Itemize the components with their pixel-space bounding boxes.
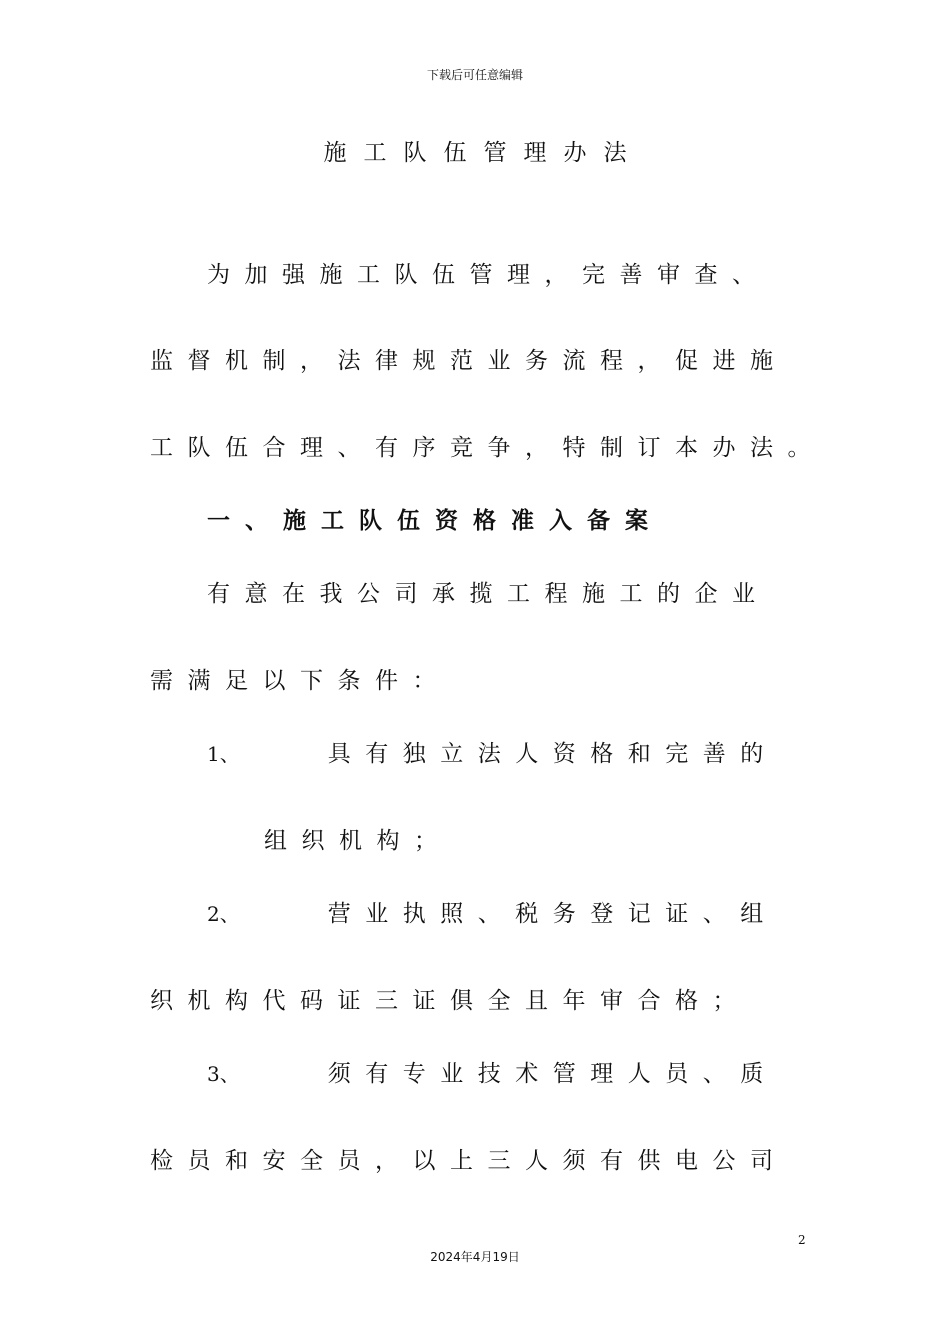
list-item-3 bbox=[207, 1058, 887, 1090]
footer-date: 2024年4月19日 bbox=[430, 1250, 520, 1264]
page-number: 2 bbox=[798, 1233, 806, 1247]
list-item-3-continuation: 检员和安全员，以上三人须有供电公司 bbox=[150, 1148, 788, 1174]
paragraph-line-3: 工队伍合理、有序竞争，特制订本办法。 bbox=[150, 435, 825, 461]
section-intro-line-2: 需满足以下条件： bbox=[150, 668, 450, 694]
list-item-number: 2、 bbox=[207, 902, 240, 926]
section-intro-line-1: 有意在我公司承揽工程施工的企业 bbox=[207, 581, 770, 607]
document-title: 施工队伍管理办法 bbox=[323, 140, 644, 166]
list-item-1-continuation: 组织机构； bbox=[264, 828, 452, 854]
list-item-text: 具有独立法人资格和完善的 bbox=[327, 741, 778, 767]
list-item-text: 须有专业技术管理人员、质 bbox=[327, 1061, 778, 1087]
list-item-text: 营业执照、税务登记证、组 bbox=[327, 901, 778, 927]
header-note: 下载后可任意编辑 bbox=[426, 68, 523, 82]
list-item-number: 3、 bbox=[207, 1062, 240, 1086]
list-item-2-continuation: 织机构代码证三证俱全且年审合格； bbox=[150, 988, 750, 1014]
list-item-number: 1、 bbox=[207, 742, 240, 766]
section-heading: 一、施工队伍资格准入备案 bbox=[207, 508, 663, 534]
paragraph-line-1: 为加强施工队伍管理，完善审查、 bbox=[207, 262, 770, 288]
list-item-1 bbox=[207, 738, 887, 770]
list-item-2 bbox=[207, 898, 887, 930]
paragraph-line-2: 监督机制，法律规范业务流程，促进施 bbox=[150, 348, 788, 374]
